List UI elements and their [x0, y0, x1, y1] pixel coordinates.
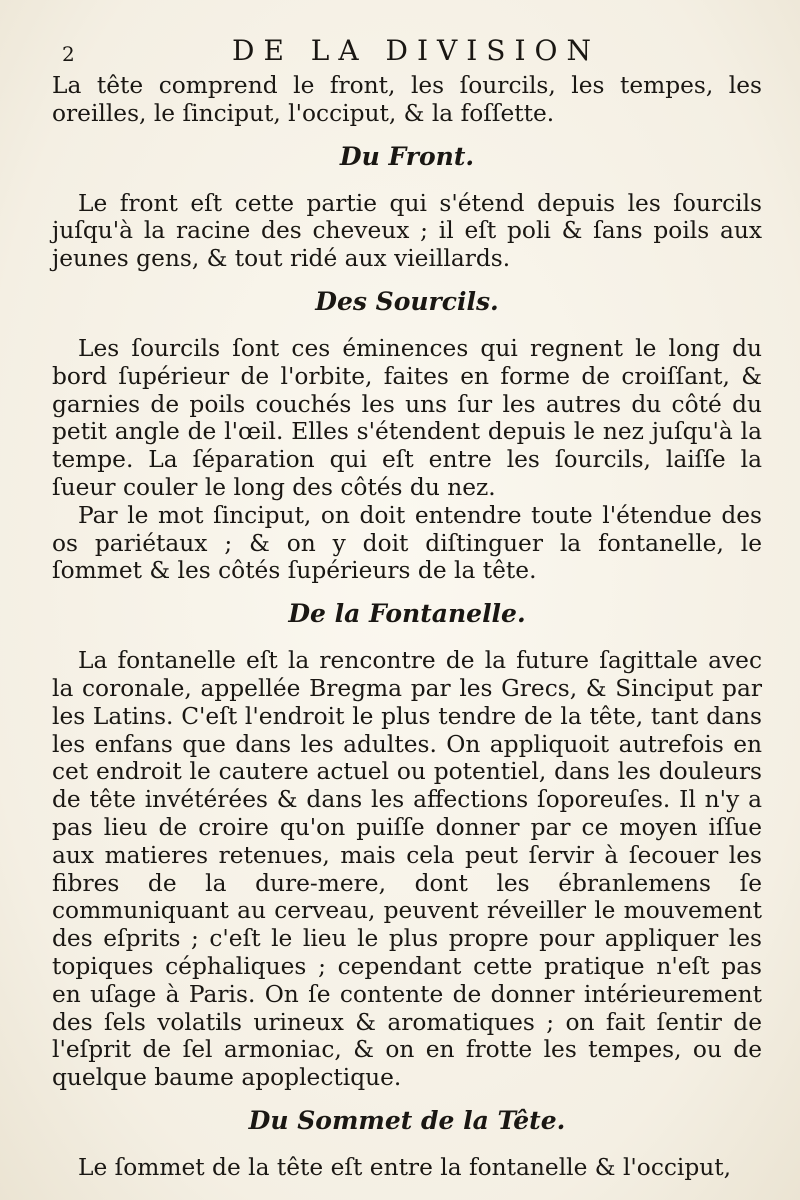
- heading-des-sourcils: Des Sourcils.: [315, 286, 499, 316]
- running-head: [52, 32, 762, 72]
- paragraph-sinciput: Par le mot ſinciput, on doit entendre toute l'étendue des os pariétaux ; & on y doit diſtinguer la fontanelle, le ſommet & les côtés ſupérieurs de la tête.: [52, 501, 762, 585]
- heading-du-sommet-de-la-tete: Du Sommet de la Tête.: [248, 1105, 566, 1135]
- heading-de-la-fontanelle: De la Fontanelle.: [288, 599, 526, 629]
- running-title: DE LA DIVISION: [232, 34, 600, 67]
- heading-du-front: Du Front.: [339, 141, 475, 171]
- paragraph-intro: La tête comprend le front, les ſourcils, les tempes, les oreilles, le ſinciput, l'occiput, & la foſſette.: [52, 72, 762, 127]
- section-front: [52, 142, 762, 273]
- paragraph-front: Le front eſt cette partie qui s'étend depuis les ſourcils juſqu'à la racine des cheveux ; il eſt poli & ſans poils aux jeunes gens, & tout ridé aux vieillards.: [52, 189, 762, 273]
- section-sourcils: [52, 287, 762, 585]
- section-sommet: [52, 1106, 762, 1182]
- paragraph-sourcils: Les ſourcils ſont ces éminences qui regnent le long du bord ſupérieur de l'orbite, faites en forme de croiſſant, & garnies de poils couchés les uns ſur les autres du côté du petit angle de l'œil. Elles s'étendent depuis le nez juſqu'à la tempe. La ſéparation qui eſt entre les ſourcils, laiſſe la ſueur couler le long des côtés du nez.: [52, 334, 762, 501]
- paragraph-fontanelle: La fontanelle eſt la rencontre de la future ſagittale avec la coronale, appellée Bregma par les Grecs, & Sinciput par les Latins. C'eſt l'endroit le plus tendre de la tête, tant dans les enfans que dans les adultes. On appliquoit autrefois en cet endroit le cautere actuel ou potentiel, dans les douleurs de tête invétérées & dans les affections ſoporeuſes. Il n'y a pas lieu de croire qu'on puiſſe donner par ce moyen iſſue aux matieres retenues, mais cela peut ſervir à ſecouer les fibres de la dure-mere, dont les ébranlemens ſe communiquant au cerveau, peuvent réveiller le mouvement des eſprits ; c'eſt le lieu le plus propre pour appliquer les topiques céphaliques ; cependant cette pratique n'eſt pas en uſage à Paris. On ſe contente de donner intérieurement des ſels volatils urineux & aromatiques ; on fait ſentir de l'eſprit de ſel armoniac, & on en frotte les tempes, ou de quelque baume apoplectique.: [52, 647, 762, 1092]
- paragraph-sommet: Le ſommet de la tête eſt entre la fontanelle & l'occiput,: [78, 1153, 732, 1181]
- page-number: 2: [62, 42, 75, 66]
- section-fontanelle: [52, 599, 762, 1092]
- section-intro: [52, 72, 762, 128]
